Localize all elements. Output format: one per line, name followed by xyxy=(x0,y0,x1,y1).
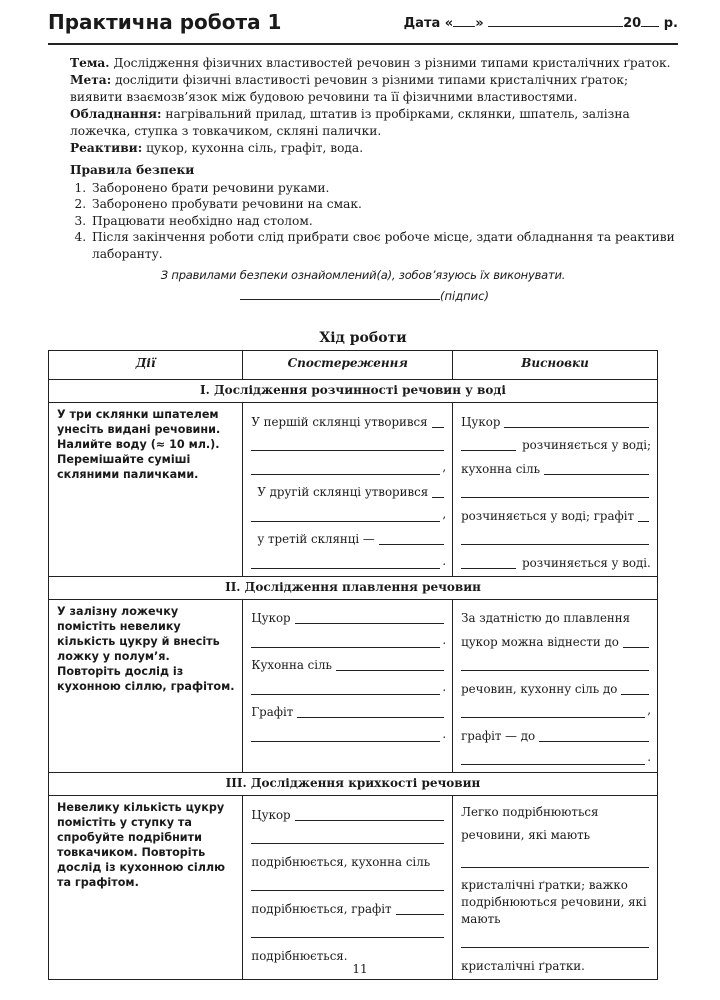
section-title-row xyxy=(49,576,658,599)
signature-label: (підпис) xyxy=(440,289,489,303)
topic-label: Тема. xyxy=(70,56,110,70)
page-number: 11 xyxy=(352,962,368,976)
section-1-concl-label: розчиняється у воді; графіт xyxy=(461,508,635,523)
section-3-conclusions[interactable] xyxy=(453,796,658,980)
section-3-concl-label: кристалічні ґратки; важко подрібнюються речовини, які мають xyxy=(461,877,647,926)
table-header-row xyxy=(49,351,658,380)
equipment-text: нагрівальний прилад, штатив із пробірками, склянки, шпатель, залізна ложечка, ступка з товкачиком, скляні палички. xyxy=(70,107,630,138)
safety-rules xyxy=(70,162,682,262)
reagents-paragraph xyxy=(70,140,682,157)
answer-line[interactable] xyxy=(461,450,516,451)
answer-line[interactable] xyxy=(539,741,649,742)
section-3-title: III. Дослідження крихкості речовин xyxy=(49,773,658,796)
answer-line[interactable] xyxy=(461,764,645,765)
section-3-concl-label: кристалічні ґратки. xyxy=(461,958,585,973)
date-label: Дата « xyxy=(403,16,454,31)
answer-line[interactable] xyxy=(461,497,649,498)
safety-rules-title: Правила безпеки xyxy=(70,163,195,177)
answer-line[interactable] xyxy=(297,717,444,718)
answer-line[interactable] xyxy=(461,670,649,671)
reagents-label: Реактиви: xyxy=(70,141,143,155)
section-1-concl-label: Цукор xyxy=(461,414,501,429)
answer-line[interactable] xyxy=(461,867,649,868)
answer-line[interactable] xyxy=(461,717,645,718)
section-2-obs-label: Графіт xyxy=(251,705,294,719)
answer-line[interactable] xyxy=(432,427,445,428)
answer-line[interactable] xyxy=(251,843,444,844)
section-1-obs-label: у третій склянці — xyxy=(257,532,375,546)
section-2-title: II. Дослідження плавлення речовин xyxy=(49,576,658,599)
date-field[interactable] xyxy=(404,14,678,31)
date-separator: » xyxy=(475,16,484,31)
table-row xyxy=(49,796,658,980)
section-title-row xyxy=(49,773,658,796)
section-1-concl-label: кухонна сіль xyxy=(461,461,540,476)
section-3-obs-label: Цукор xyxy=(251,807,291,822)
section-2-concl-label: За здатністю до плавлення xyxy=(461,611,631,625)
section-2-action: У залізну ложечку помістіть невелику кількість цукру й внесіть ложку у полум’я. Повторіть дослід із кухонною сіллю, графітом. xyxy=(49,599,243,773)
reagents-text: цукор, кухонна сіль, графіт, вода. xyxy=(146,141,364,155)
answer-line[interactable] xyxy=(251,474,440,475)
section-2-conclusions[interactable]: За здатністю до плавлення цукор можна віднести до речовин, кухонну сіль до , графіт — до . xyxy=(453,599,658,773)
section-3-obs-label: подрібнюється, кухонна сіль xyxy=(251,854,431,869)
intro-block xyxy=(70,55,682,157)
answer-line[interactable] xyxy=(432,497,444,498)
list-item: 2. Заборонено пробувати речовини на смак. xyxy=(90,196,682,213)
date-year-line[interactable] xyxy=(641,14,659,27)
section-1-concl-label: розчиняється у воді. xyxy=(522,555,651,570)
procedure-table xyxy=(48,350,658,980)
column-header-actions: Дії xyxy=(49,351,243,380)
section-1-obs-label: У другій склянці утворився xyxy=(257,485,429,499)
date-month-line[interactable] xyxy=(488,14,623,27)
table-row xyxy=(49,599,658,773)
goal-label: Мета: xyxy=(70,73,112,87)
answer-line[interactable] xyxy=(251,937,444,938)
answer-line[interactable] xyxy=(251,694,440,695)
list-item: 3. Працювати необхідно над столом. xyxy=(90,213,682,230)
header-rule xyxy=(48,43,678,45)
answer-line[interactable] xyxy=(251,890,444,891)
section-2-concl-label: цукор можна віднести до xyxy=(461,634,619,649)
section-2-obs-label: Кухонна сіль xyxy=(251,658,332,672)
goal-text: дослідити фізичні властивості речовин з різними типами кристалічних ґраток; виявити взаємозв’язок між будовою речовини та її фізичними властивостями. xyxy=(70,73,629,104)
section-1-action: У три склянки шпателем унесіть видані речовини. Налийте воду (≈ 10 мл.). Перемішайте суміші скляними паличками. xyxy=(49,403,243,577)
answer-line[interactable] xyxy=(251,647,440,648)
section-3-observations[interactable] xyxy=(243,796,453,980)
section-1-conclusions[interactable] xyxy=(453,403,658,577)
section-2-obs-label: Цукор xyxy=(251,611,291,625)
answer-line[interactable] xyxy=(379,544,444,545)
section-2-concl-label: речовин, кухонну сіль до xyxy=(461,681,618,696)
equipment-label: Обладнання: xyxy=(70,107,162,121)
column-header-observations: Спостереження xyxy=(243,351,453,380)
answer-line[interactable] xyxy=(336,670,444,671)
answer-line[interactable] xyxy=(251,741,440,742)
section-3-action: Невелику кількість цукру помістіть у ступку та спробуйте подрібнити товкачиком. Повторіть дослід із кухонною сіллю та графітом. xyxy=(49,796,243,980)
page-title: Практична робота 1 xyxy=(48,10,282,34)
safety-acknowledgement: З правилами безпеки ознайомлений(а), зобов’язуюсь їх виконувати. xyxy=(160,268,566,282)
answer-line[interactable] xyxy=(621,694,649,695)
answer-line[interactable] xyxy=(461,544,649,545)
answer-line[interactable] xyxy=(251,568,440,569)
answer-line[interactable] xyxy=(396,914,445,915)
column-header-conclusions: Висновки xyxy=(453,351,658,380)
table-row xyxy=(49,403,658,577)
topic-paragraph xyxy=(70,55,682,72)
header xyxy=(48,10,678,44)
answer-line[interactable] xyxy=(251,521,440,522)
section-1-observations[interactable]: У першій склянці утворився , У другій склянці утворився , у третій склянці — . xyxy=(243,403,453,577)
answer-line[interactable] xyxy=(295,820,445,821)
section-2-concl-label: графіт — до xyxy=(461,728,536,743)
equipment-paragraph xyxy=(70,106,682,140)
date-day-line[interactable] xyxy=(453,14,475,27)
section-3-concl-label: Легко подрібнюються речовини, які мають xyxy=(461,805,599,842)
section-title-row xyxy=(49,380,658,403)
safety-rules-list xyxy=(70,180,682,263)
answer-line[interactable] xyxy=(504,427,649,428)
section-1-obs-label: У першій склянці утворився xyxy=(251,414,428,429)
year-suffix: р. xyxy=(663,16,678,31)
answer-line[interactable] xyxy=(638,521,649,522)
topic-text: Дослідження фізичних властивостей речовин з різними типами кристалічних ґраток. xyxy=(113,56,671,70)
section-1-title: I. Дослідження розчинності речовин у воді xyxy=(49,380,658,403)
answer-line[interactable] xyxy=(544,474,649,475)
year-label: 20 xyxy=(623,16,642,31)
answer-line[interactable] xyxy=(461,568,516,569)
section-2-observations[interactable]: Цукор . Кухонна сіль . Графіт . xyxy=(243,599,453,773)
section-3-obs-label: подрібнюється. xyxy=(251,948,348,963)
signature-line[interactable] xyxy=(240,289,440,300)
section-1-concl-label: розчиняється у воді; xyxy=(522,438,651,452)
answer-line[interactable] xyxy=(623,647,649,648)
goal-paragraph xyxy=(70,72,682,106)
signature-field[interactable] xyxy=(240,289,489,303)
procedure-title: Хід роботи xyxy=(319,330,407,346)
answer-line[interactable] xyxy=(251,450,444,451)
answer-line[interactable] xyxy=(461,947,649,948)
answer-line[interactable] xyxy=(295,623,445,624)
list-item: 1. Заборонено брати речовини руками. xyxy=(90,180,682,197)
section-3-obs-label: подрібнюється, графіт xyxy=(251,901,392,916)
list-item: 4. Після закінчення роботи слід прибрати своє робоче місце, здати обладнання та реактиви лаборанту. xyxy=(90,229,682,262)
